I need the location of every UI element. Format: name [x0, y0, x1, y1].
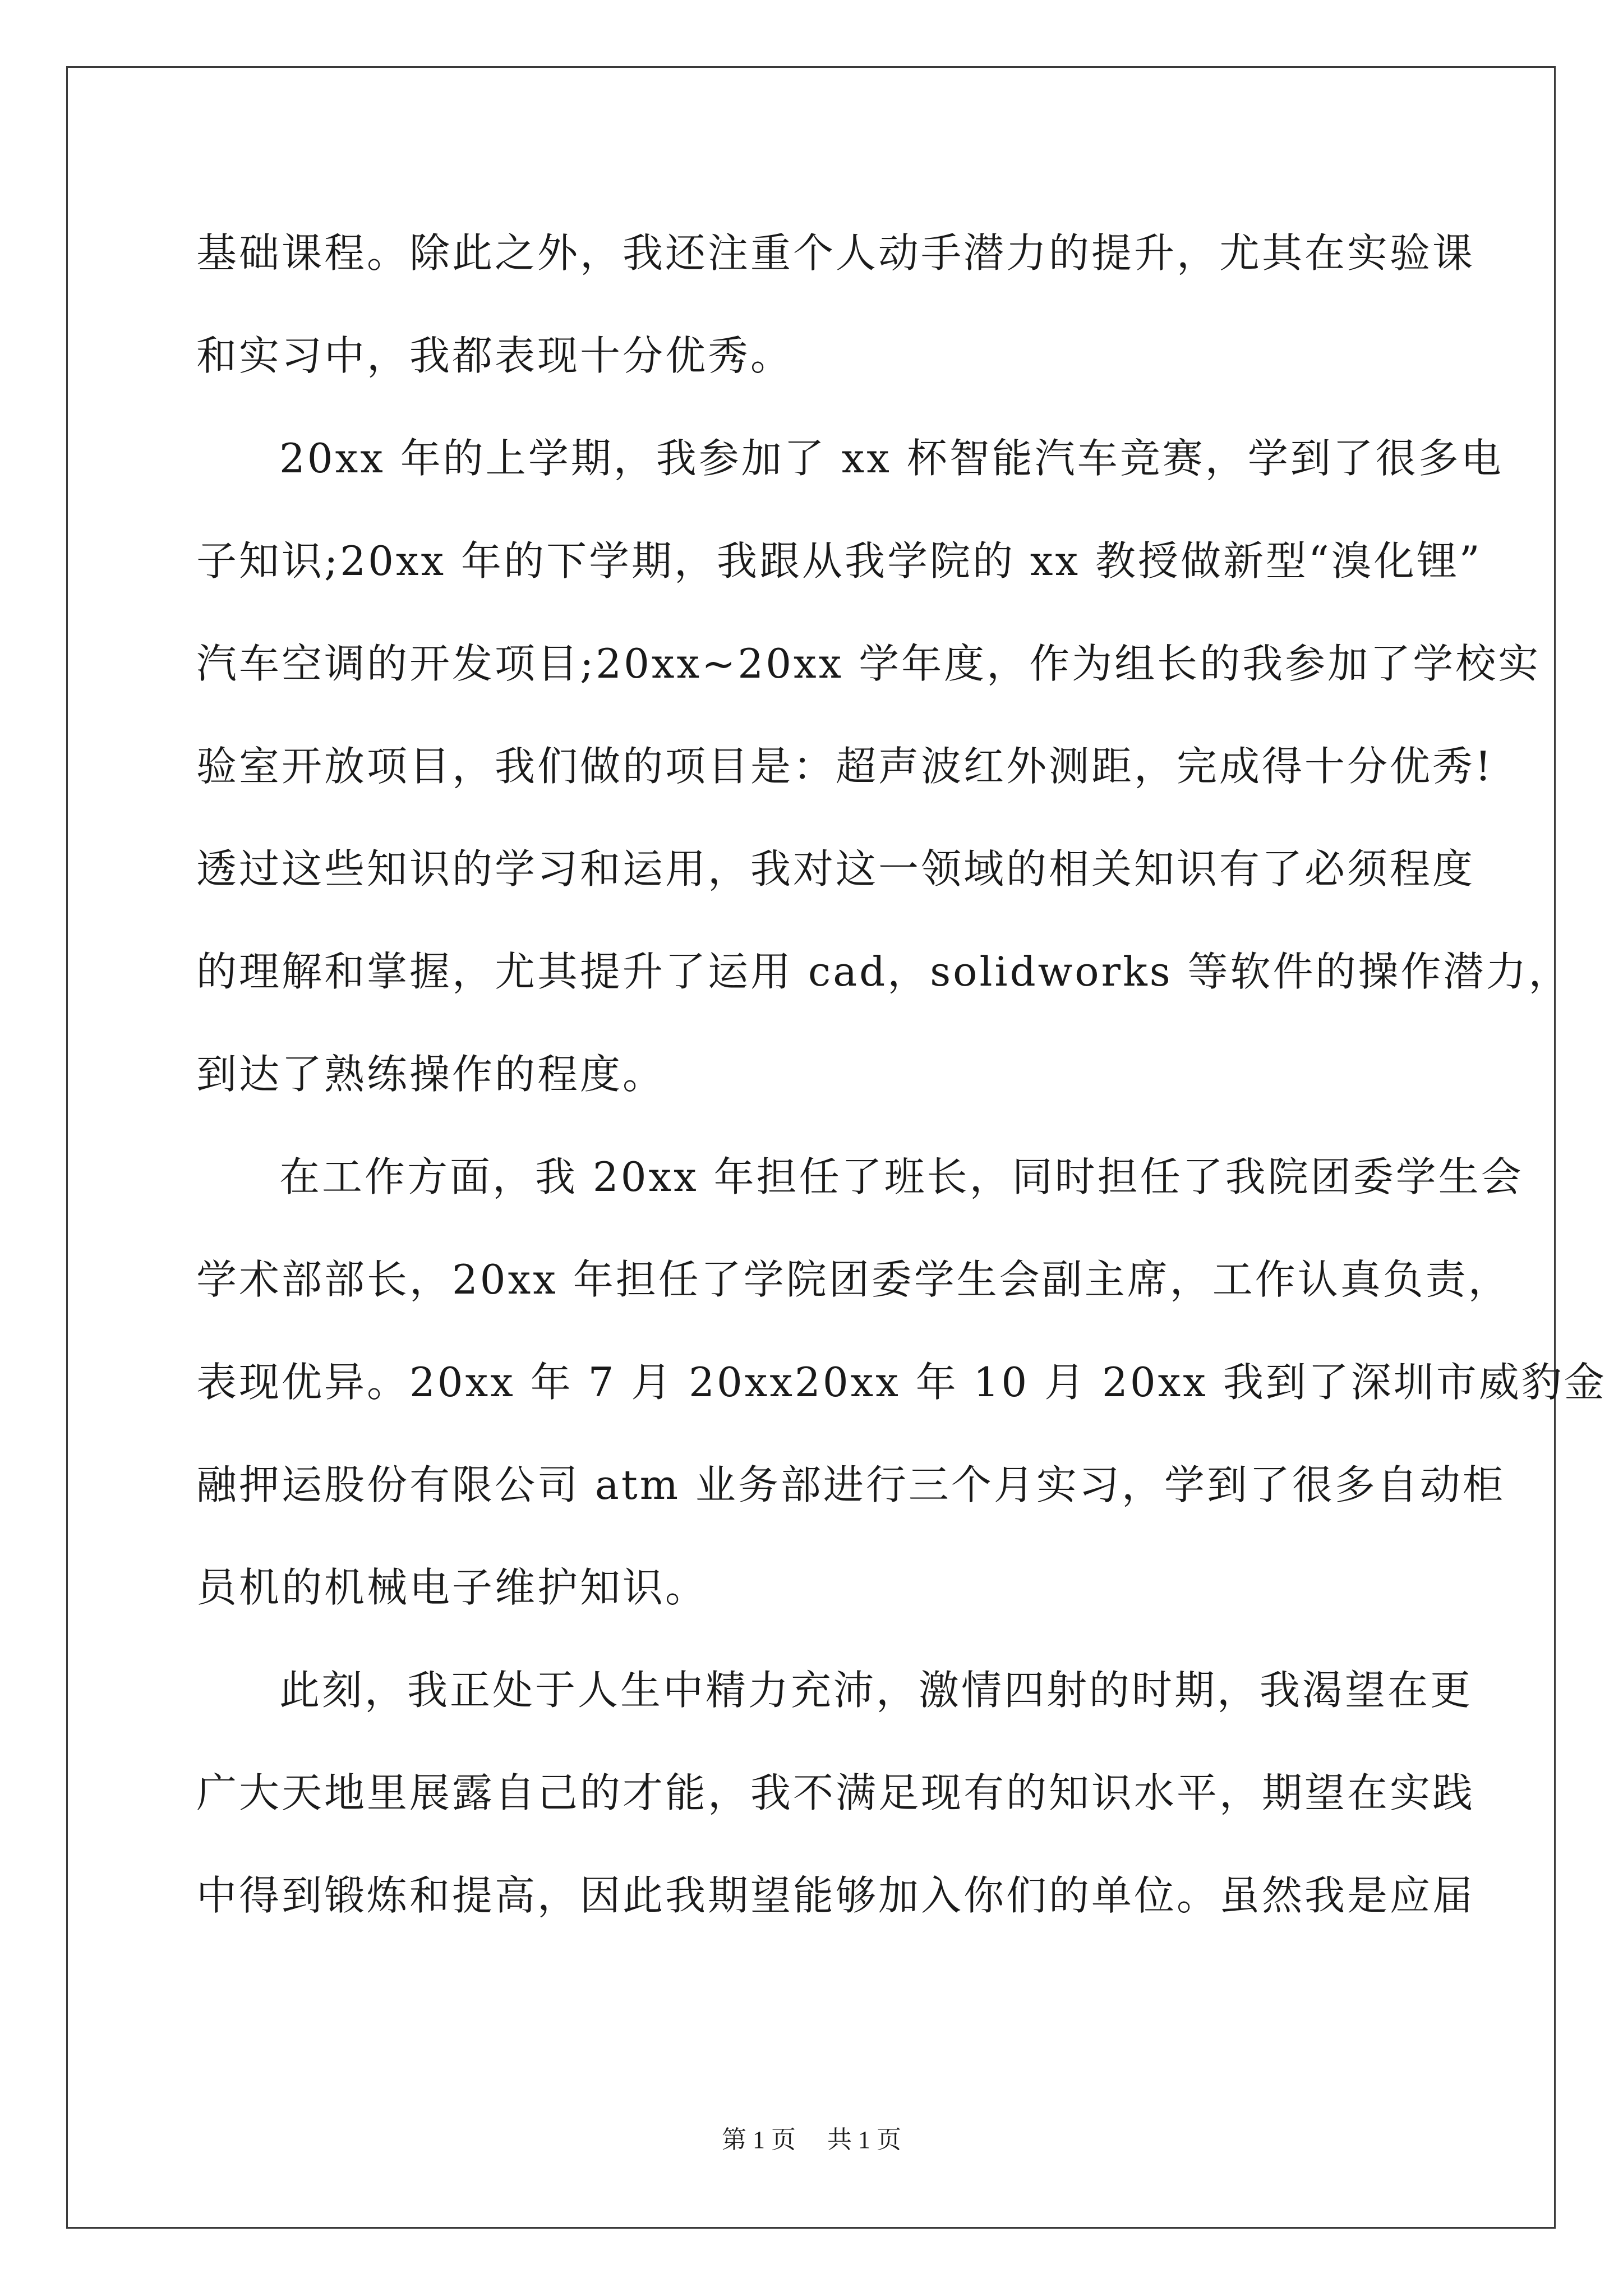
document-body — [196, 202, 1607, 1947]
text-line: 此刻，我正处于人生中精力充沛，激情四射的时期，我渴望在更 — [279, 1667, 1473, 1714]
text-line: 基础课程。除此之外，我还注重个人动手潜力的提升，尤其在实验课 — [196, 229, 1476, 277]
text-line: 透过这些知识的学习和运用，我对这一领域的相关知识有了必须程度 — [196, 845, 1476, 892]
text-line: 和实习中，我都表现十分优秀。 — [196, 332, 794, 379]
text-line: 表现优异。20xx 年 7 月 20xx20xx 年 10 月 20xx 我到了深圳市威豹金 — [196, 1359, 1607, 1406]
text-line: 的理解和掌握，尤其提升了运用 cad，solidworks 等软件的操作潜力， — [196, 948, 1571, 995]
text-line: 在工作方面，我 20xx 年担任了班长，同时担任了我院团委学生会 — [279, 1153, 1524, 1200]
text-line: 中得到锻炼和提高，因此我期望能够加入你们的单位。虽然我是应届 — [196, 1872, 1476, 1919]
text-line: 到达了熟练操作的程度。 — [196, 1051, 666, 1098]
text-line: 20xx 年的上学期，我参加了 xx 杯智能汽车竞赛，学到了很多电 — [279, 435, 1504, 482]
text-line: 融押运股份有限公司 atm 业务部进行三个月实习，学到了很多自动柜 — [196, 1461, 1505, 1508]
page-footer — [0, 2123, 1623, 2157]
text-line: 员机的机械电子维护知识。 — [196, 1564, 708, 1611]
page-total: 共 1 页 — [827, 2126, 901, 2154]
text-line: 验室开放项目，我们做的项目是：超声波红外测距，完成得十分优秀! — [196, 743, 1493, 790]
text-line: 子知识;20xx 年的下学期，我跟从我学院的 xx 教授做新型“溴化锂” — [196, 537, 1482, 585]
text-line: 广大天地里展露自己的才能，我不满足现有的知识水平，期望在实践 — [196, 1769, 1476, 1816]
text-line: 学术部部长，20xx 年担任了学院团委学生会副主席，工作认真负责， — [196, 1256, 1511, 1303]
text-line: 汽车空调的开发项目;20xx~20xx 学年度，作为组长的我参加了学校实 — [196, 640, 1541, 687]
page-number: 第 1 页 — [722, 2126, 796, 2154]
